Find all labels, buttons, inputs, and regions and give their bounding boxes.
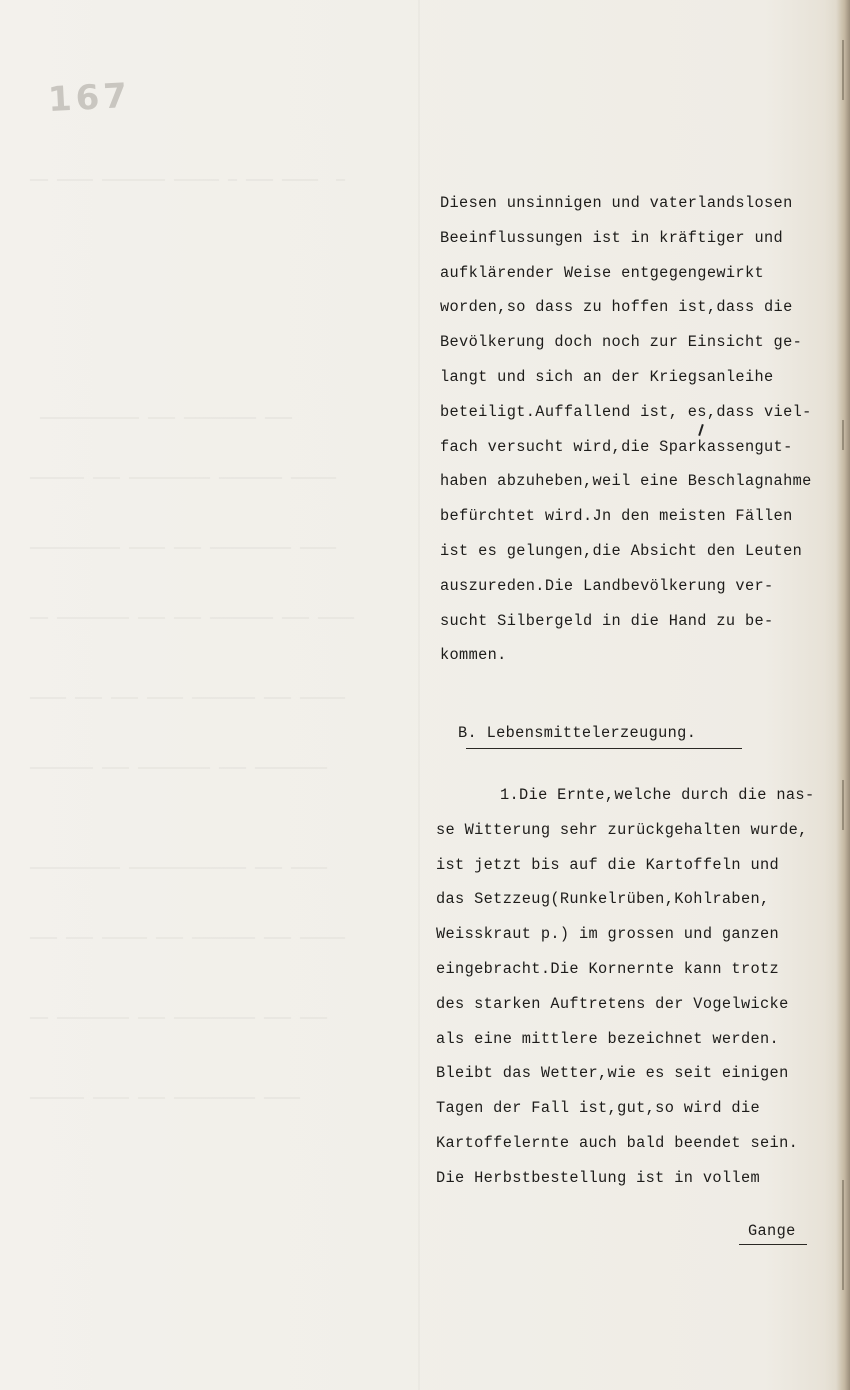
text-line: worden,so dass zu hoffen ist,dass die bbox=[440, 298, 793, 317]
text-line: langt und sich an der Kriegsanleihe bbox=[440, 367, 774, 386]
text-line: Weisskraut p.) im grossen und ganzen bbox=[436, 925, 780, 944]
bleed-through: ———— ——— ——————— ——— ——— ———————— —— bbox=[30, 610, 355, 627]
text-line: haben abzuheben,weil eine Beschlagnahme bbox=[440, 472, 812, 491]
text-line: eingebracht.Die Kornernte kann trotz bbox=[436, 959, 780, 978]
text-line: Beeinflussungen ist in kräftiger und bbox=[440, 228, 784, 247]
bleed-through: ———— ——— ————————————— —————————— bbox=[30, 860, 328, 877]
text-line: sucht Silbergeld in die Hand zu be- bbox=[440, 611, 774, 630]
catchword: Gange bbox=[748, 1222, 796, 1240]
text-line: Tagen der Fall ist,gut,so wird die bbox=[436, 1099, 761, 1118]
bleed-through: ————— ——————— ————————— ——— —————— bbox=[30, 470, 337, 487]
edge-wear bbox=[842, 1180, 844, 1290]
text-line: Bleibt das Wetter,wie es seit einigen bbox=[436, 1064, 789, 1083]
heading-underline bbox=[466, 748, 742, 749]
text-line: Kartoffelernte auch bald beendet sein. bbox=[436, 1133, 799, 1152]
bleed-through: — ———— ——— — ————— ——————— ———— —— bbox=[30, 172, 346, 189]
paper-edge bbox=[836, 0, 850, 1390]
catchword-underline bbox=[739, 1244, 807, 1245]
edge-wear bbox=[842, 420, 844, 450]
text-line: aufklärender Weise entgegengewirkt bbox=[440, 263, 765, 282]
text-line: befürchtet wird.Jn den meisten Fällen bbox=[440, 507, 793, 526]
folio-number: 167 bbox=[47, 75, 132, 121]
text-line: Die Herbstbestellung ist in vollem bbox=[436, 1168, 761, 1187]
paragraph-a bbox=[440, 186, 830, 673]
text-line: 1.Die Ernte,welche durch die nas- bbox=[500, 786, 815, 804]
bleed-through: ——— ———————— ——— ——————————— bbox=[40, 410, 293, 427]
bleed-through: ——— ——— ————————— ——— ———————— —— bbox=[30, 1010, 328, 1027]
paragraph-b bbox=[436, 778, 836, 1196]
section-heading: B. Lebensmittelerzeugung. bbox=[458, 724, 697, 742]
bleed-through: ———————— ——— ———————— ——— ——————— bbox=[30, 760, 328, 777]
edge-wear bbox=[842, 40, 844, 100]
text-line: ist es gelungen,die Absicht den Leuten bbox=[440, 541, 803, 560]
bleed-through: ————— ——— ——————— ——— ————— ——— ——— bbox=[30, 930, 346, 947]
text-line: auszureden.Die Landbevölkerung ver- bbox=[440, 576, 774, 595]
text-line: beteiligt.Auffallend ist, es,dass viel- bbox=[440, 402, 812, 421]
bleed-through: ———— ————————— ——— ———— —————— bbox=[30, 1090, 301, 1107]
text-line: Bevölkerung doch noch zur Einsicht ge- bbox=[440, 333, 803, 352]
bleed-through: ————— ——— ——————— ———— ——— ——— ———— bbox=[30, 690, 346, 707]
bleed-through: ———— ————————— ——— ———— —————————— bbox=[30, 540, 337, 557]
text-line: se Witterung sehr zurückgehalten wurde, bbox=[436, 820, 808, 839]
edge-wear bbox=[842, 780, 844, 830]
text-line: Diesen unsinnigen und vaterlandslosen bbox=[440, 194, 793, 212]
fold-line bbox=[418, 0, 420, 1390]
text-line: fach versucht wird,die Sparkassengut- bbox=[440, 437, 793, 456]
text-line: als eine mittlere bezeichnet werden. bbox=[436, 1029, 780, 1048]
text-line: ist jetzt bis auf die Kartoffeln und bbox=[436, 855, 780, 874]
text-line: des starken Auftretens der Vogelwicke bbox=[436, 994, 789, 1013]
text-line: das Setzzeug(Runkelrüben,Kohlraben, bbox=[436, 890, 770, 909]
text-line: kommen. bbox=[440, 646, 507, 665]
